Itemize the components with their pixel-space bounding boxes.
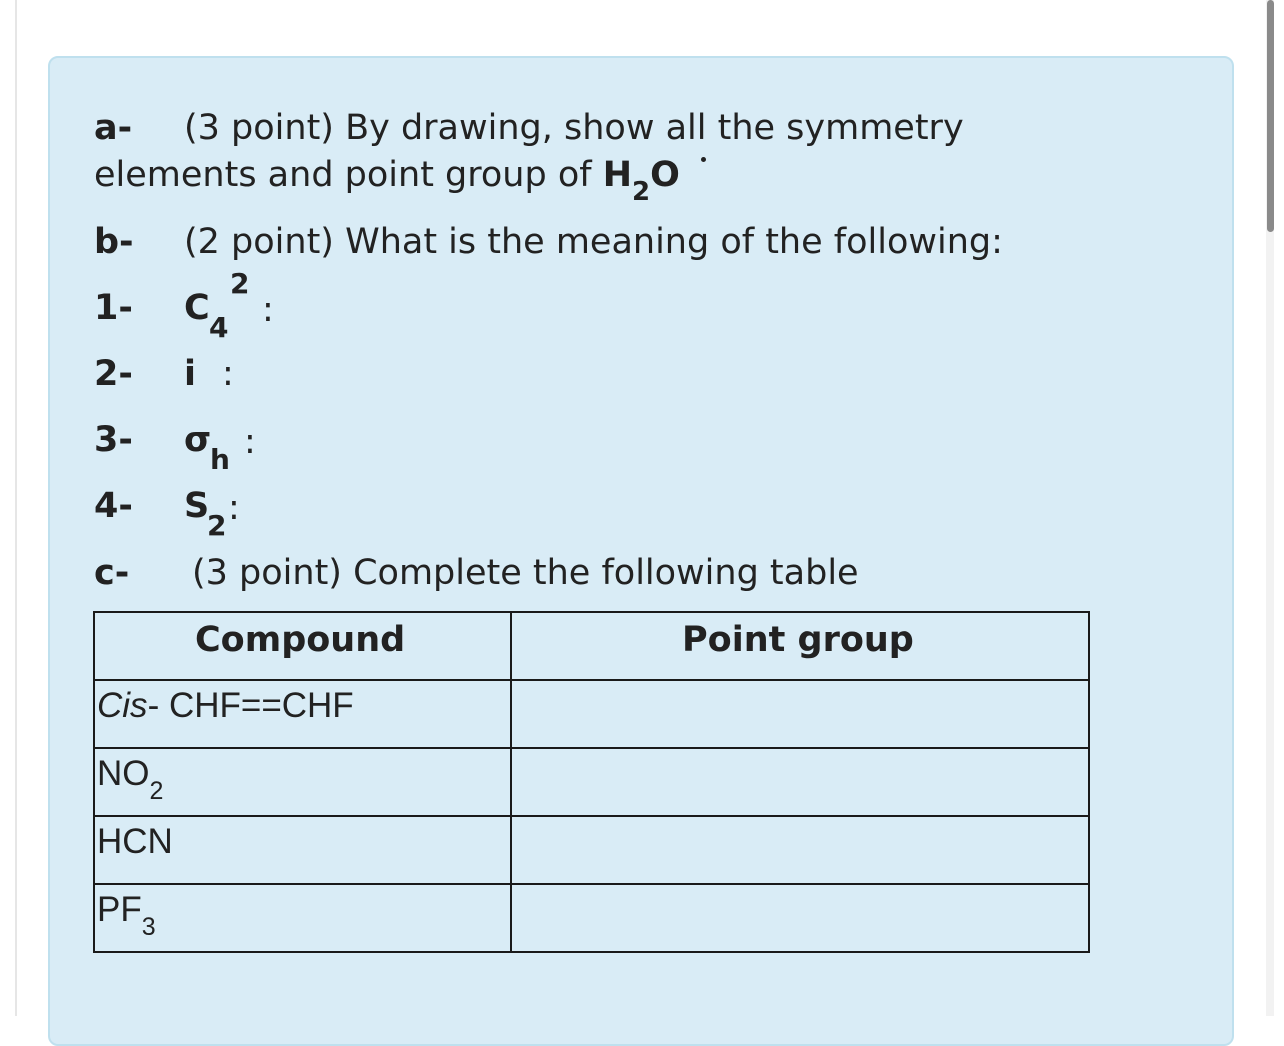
part-b-label: b- <box>94 222 134 262</box>
item-2-number: 2- <box>94 354 133 394</box>
compound-cell: $NO_2$ <box>94 748 511 816</box>
table-row <box>94 680 1089 748</box>
item-1-superscript: 2 <box>230 267 250 300</box>
item-2-symbol: i <box>184 354 196 394</box>
compound-cell: Cis- CHF==CHF <box>94 680 511 748</box>
table-header-row <box>94 612 1089 680</box>
table-row <box>94 816 1089 884</box>
table-row <box>94 884 1089 952</box>
point-group-table <box>93 611 1090 953</box>
item-2-colon: : <box>222 354 234 394</box>
item-3-number: 3- <box>94 420 133 460</box>
point-group-cell[interactable] <box>511 680 1089 748</box>
dot-mark <box>701 157 706 162</box>
compound-cell: HCN <box>94 816 511 884</box>
part-a-text-line2: elements and point group of $H_2O$ <box>94 155 680 207</box>
item-1-subscript: 4 <box>209 311 229 344</box>
item-3-subscript: h <box>210 443 230 476</box>
header-compound: Compound <box>94 612 511 680</box>
scrollbar-thumb[interactable] <box>1267 0 1274 232</box>
compound-cell: $PF_3$ <box>94 884 511 952</box>
part-b-text: (2 point) What is the meaning of the following: <box>184 222 1003 262</box>
point-group-cell[interactable] <box>511 748 1089 816</box>
part-a-text-line1: (3 point) By drawing, show all the symmetry <box>184 108 964 148</box>
item-4-number: 4- <box>94 486 133 526</box>
part-c-label: c- <box>94 553 130 593</box>
page-left-border <box>15 0 17 1016</box>
part-a-label: a- <box>94 108 133 148</box>
item-4-subscript: 2 <box>207 509 227 542</box>
item-1-number: 1- <box>94 288 133 328</box>
item-3-colon: : <box>244 422 256 462</box>
item-4-symbol: S <box>184 486 210 526</box>
item-3-symbol: σ <box>184 420 212 460</box>
item-1-symbol: C <box>184 288 210 328</box>
point-group-cell[interactable] <box>511 816 1089 884</box>
item-4-colon: : <box>228 488 240 528</box>
header-point-group: Point group <box>511 612 1089 680</box>
item-1-colon: : <box>262 290 274 330</box>
part-c-text: (3 point) Complete the following table <box>192 553 859 593</box>
point-group-cell[interactable] <box>511 884 1089 952</box>
table-row <box>94 748 1089 816</box>
